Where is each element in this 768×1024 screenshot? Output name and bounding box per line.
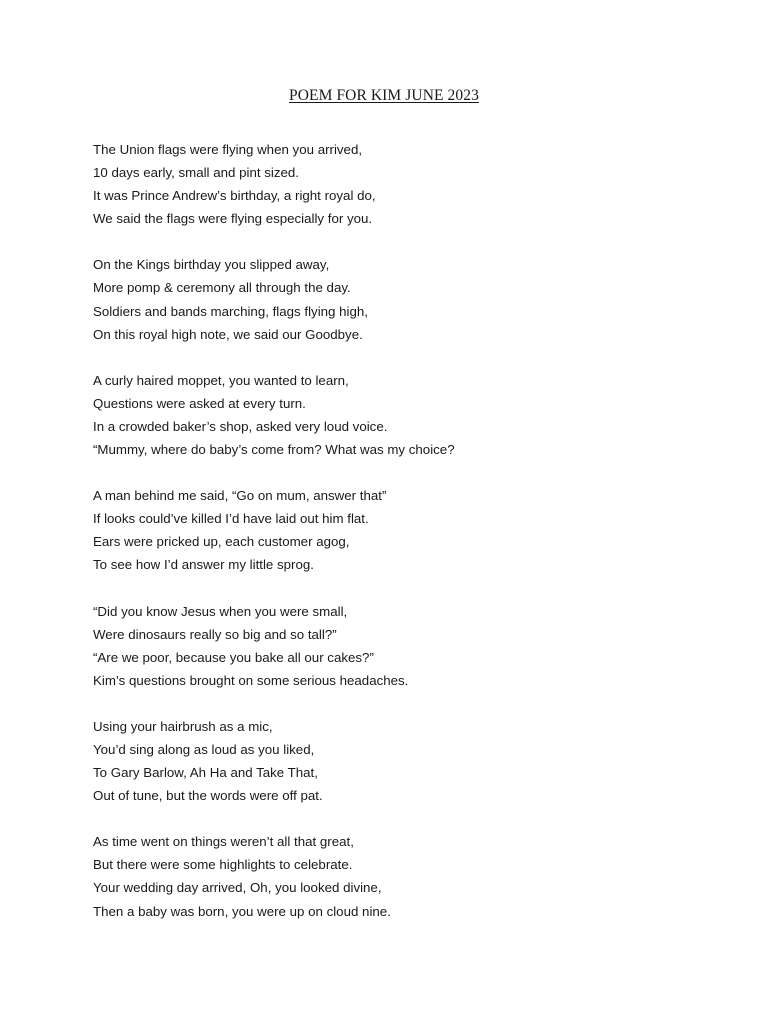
- stanza: [93, 138, 693, 230]
- stanza: [93, 830, 693, 922]
- poem-line: “Did you know Jesus when you were small,: [93, 603, 348, 619]
- poem-line: 10 days early, small and pint sized.: [93, 165, 299, 181]
- poem-line: More pomp & ceremony all through the day.: [93, 280, 351, 296]
- poem-line: On this royal high note, we said our Goodbye.: [93, 326, 363, 342]
- poem-line: “Mummy, where do baby’s come from? What was my choice?: [93, 442, 455, 458]
- poem-line: On the Kings birthday you slipped away,: [93, 257, 330, 273]
- poem-line: You’d sing along as loud as you liked,: [93, 741, 315, 757]
- stanza: [93, 484, 693, 576]
- poem-line: As time went on things weren’t all that great,: [93, 834, 354, 850]
- poem-line: We said the flags were flying especially for you.: [93, 211, 373, 227]
- poem-line: Then a baby was born, you were up on cloud nine.: [93, 903, 391, 919]
- stanza: [93, 600, 693, 692]
- poem-line: Questions were asked at every turn.: [93, 395, 306, 411]
- poem-line: A curly haired moppet, you wanted to learn,: [93, 372, 349, 388]
- poem-line: If looks could’ve killed I’d have laid out him flat.: [93, 511, 369, 527]
- poem-line: Using your hairbrush as a mic,: [93, 718, 273, 734]
- poem-line: Ears were pricked up, each customer agog,: [93, 534, 350, 550]
- poem-line: In a crowded baker’s shop, asked very loud voice.: [93, 418, 388, 434]
- poem-line: Out of tune, but the words were off pat.: [93, 788, 323, 804]
- poem-line: To see how I’d answer my little sprog.: [93, 557, 314, 573]
- poem-line: It was Prince Andrew’s birthday, a right royal do,: [93, 188, 376, 204]
- poem-line: A man behind me said, “Go on mum, answer that”: [93, 488, 387, 504]
- poem-line: Your wedding day arrived, Oh, you looked divine,: [93, 880, 382, 896]
- poem-line: The Union flags were flying when you arrived,: [93, 142, 363, 157]
- poem-line: Soldiers and bands marching, flags flying high,: [93, 303, 368, 319]
- poem-line: “Are we poor, because you bake all our cakes?”: [93, 649, 374, 665]
- stanza: [93, 715, 693, 807]
- poem-line: Kim’s questions brought on some serious headaches.: [93, 672, 409, 688]
- poem-line: But there were some highlights to celebrate.: [93, 857, 353, 873]
- poem-body: [93, 138, 693, 946]
- stanza: [93, 253, 693, 345]
- poem-line: To Gary Barlow, Ah Ha and Take That,: [93, 765, 318, 781]
- stanza: [93, 369, 693, 461]
- poem-title: POEM FOR KIM JUNE 2023: [289, 87, 479, 104]
- poem-line: Were dinosaurs really so big and so tall?”: [93, 626, 337, 642]
